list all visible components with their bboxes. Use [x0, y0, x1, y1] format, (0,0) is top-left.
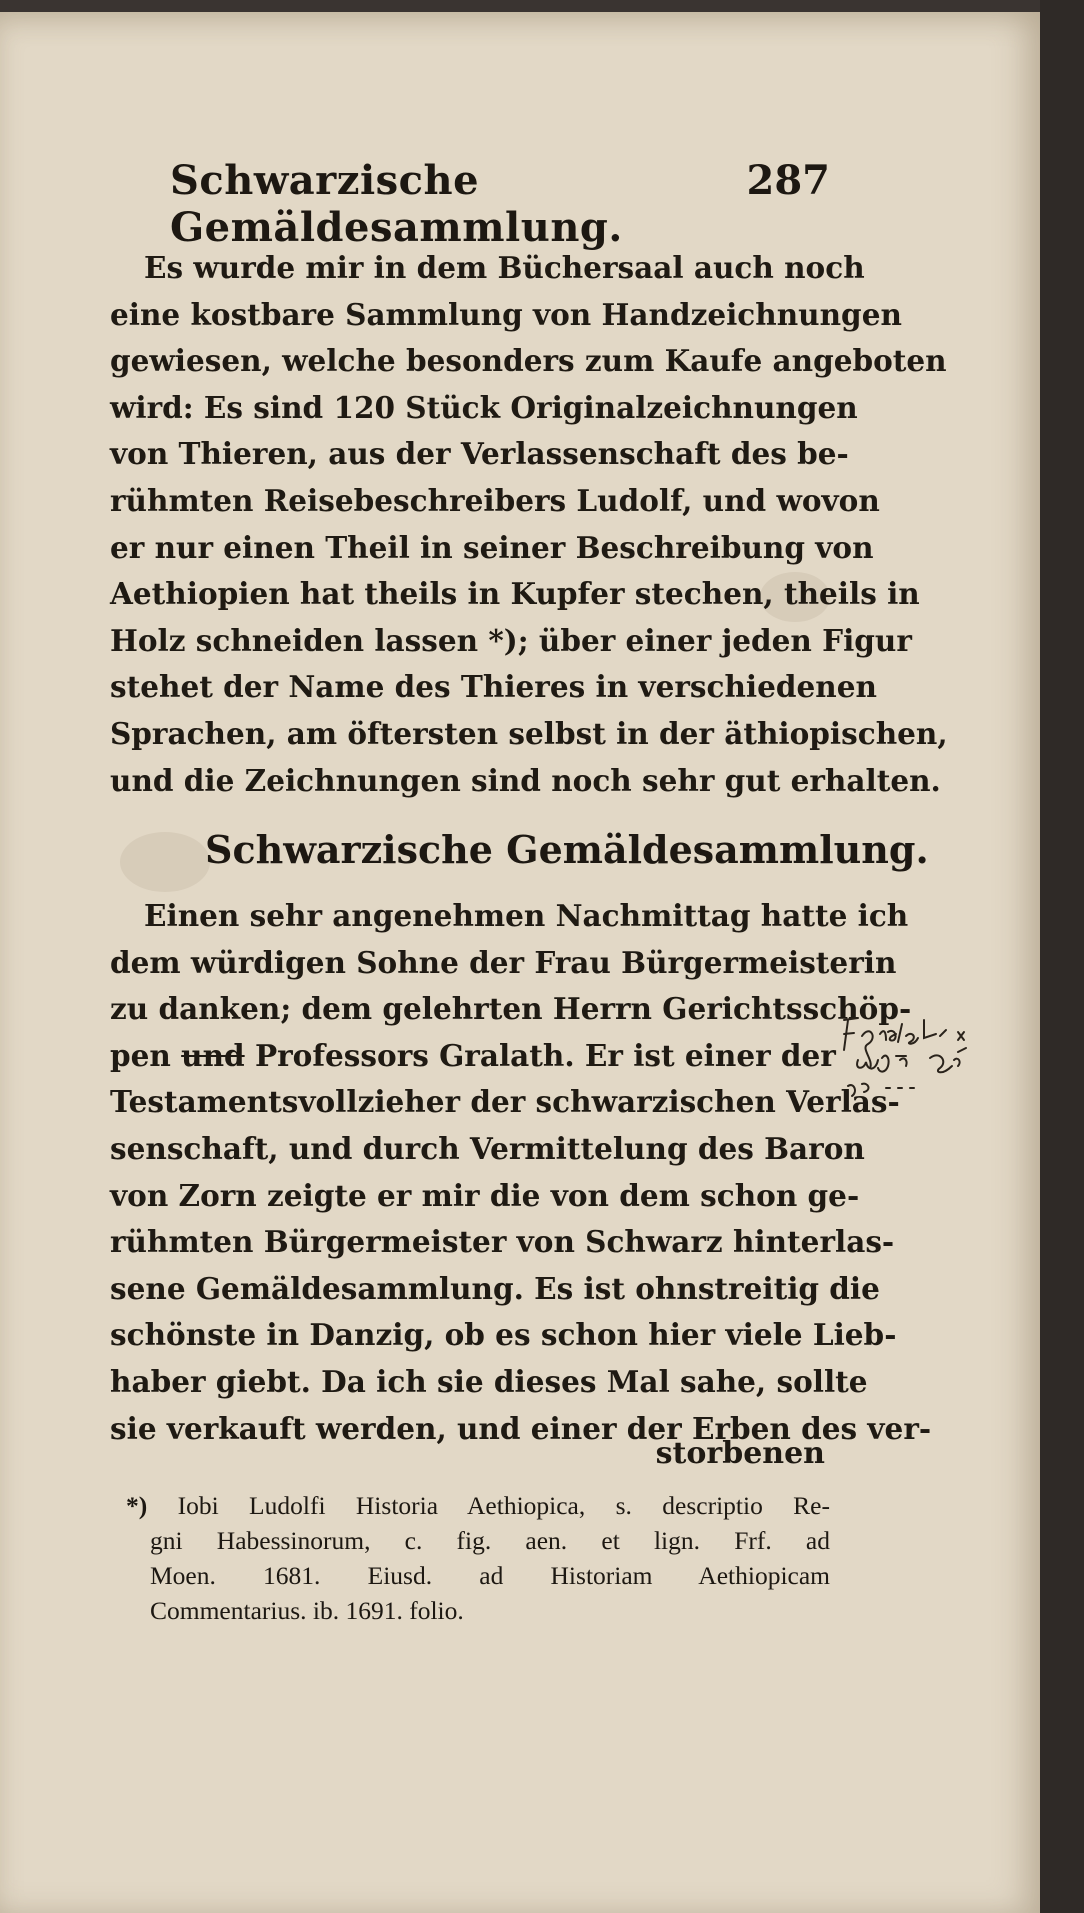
text-line: gewiesen, welche besonders zum Kaufe angeboten — [110, 343, 947, 379]
section-heading: Schwarzische Gemäldesammlung. — [205, 827, 929, 872]
text-fragment: pen — [110, 1037, 171, 1073]
page-number: 287 — [746, 157, 830, 204]
struck-word: und — [181, 1037, 245, 1073]
text-line: rühmten Reisebeschreibers Ludolf, und wovon — [110, 482, 880, 518]
text-line: von Zorn zeigte er mir die von dem schon ge- — [110, 1177, 860, 1213]
handwriting-scribble — [840, 1006, 1040, 1126]
text-line: eine kostbare Sammlung von Handzeichnungen — [110, 296, 902, 332]
text-line: schönste in Danzig, ob es schon hier viele Lieb- — [110, 1317, 897, 1353]
scan-background-edge — [1040, 0, 1084, 1913]
running-title: Schwarzische Gemäldesammlung. — [170, 157, 623, 251]
text-line-with-strikethrough — [110, 1033, 836, 1080]
footnote-line — [126, 1488, 830, 1523]
text-line: und die Zeichnungen sind noch sehr gut erhalten. — [110, 762, 941, 798]
text-line: rühmten Bürgermeister von Schwarz hinterlas- — [110, 1224, 895, 1260]
text-line: von Thieren, aus der Verlassenschaft des be- — [110, 436, 849, 472]
footnote-line: gni Habessinorum, c. fig. aen. et lign. Frf. ad — [150, 1526, 830, 1555]
page-header — [170, 157, 830, 251]
paper-stain — [120, 832, 210, 892]
text-line: Es wurde mir in dem Büchersaal auch noch — [144, 250, 865, 285]
catchword: storbenen — [655, 1436, 825, 1471]
text-line: dem würdigen Sohne der Frau Bürgermeisterin — [110, 944, 897, 980]
text-line: haber giebt. Da ich sie dieses Mal sahe, sollte — [110, 1363, 868, 1399]
text-line: zu danken; dem gelehrten Herrn Gerichtsschöp- — [110, 991, 912, 1027]
footnote-line: Commentarius. ib. 1691. folio. — [150, 1596, 464, 1625]
text-line: Testamentsvollzieher der schwarzischen Verlas- — [110, 1084, 900, 1120]
text-line: senschaft, und durch Vermittelung des Baron — [110, 1130, 865, 1166]
footnote-line: Moen. 1681. Eiusd. ad Historiam Aethiopicam — [150, 1561, 830, 1590]
footnote — [126, 1488, 830, 1628]
text-line: wird: Es sind 120 Stück Originalzeichnungen — [110, 389, 858, 425]
footnote-text: Iobi Ludolfi Historia Aethiopica, s. descriptio Re- — [177, 1491, 830, 1520]
text-line: Einen sehr angenehmen Nachmittag hatte ich — [144, 898, 909, 933]
footnote-mark: *) — [126, 1491, 148, 1520]
text-line: sene Gemäldesammlung. Es ist ohnstreitig die — [110, 1270, 880, 1306]
text-line: sie verkauft werden, und einer der Erben des ver- — [110, 1410, 932, 1446]
paragraph-1 — [110, 245, 948, 804]
book-page — [0, 12, 1040, 1913]
paragraph-2 — [110, 893, 932, 1452]
handwritten-marginal-note — [840, 1006, 1040, 1126]
text-line: Aethiopien hat theils in Kupfer stechen, theils in — [110, 576, 920, 612]
text-line: er nur einen Theil in seiner Beschreibung von — [110, 529, 874, 565]
text-fragment: Professors Gralath. Er ist einer der — [254, 1037, 836, 1073]
text-line: stehet der Name des Thieres in verschiedenen — [110, 669, 877, 705]
text-line: Holz schneiden lassen *); über einer jeden Figur — [110, 622, 912, 658]
text-line: Sprachen, am öftersten selbst in der äthiopischen, — [110, 715, 948, 751]
